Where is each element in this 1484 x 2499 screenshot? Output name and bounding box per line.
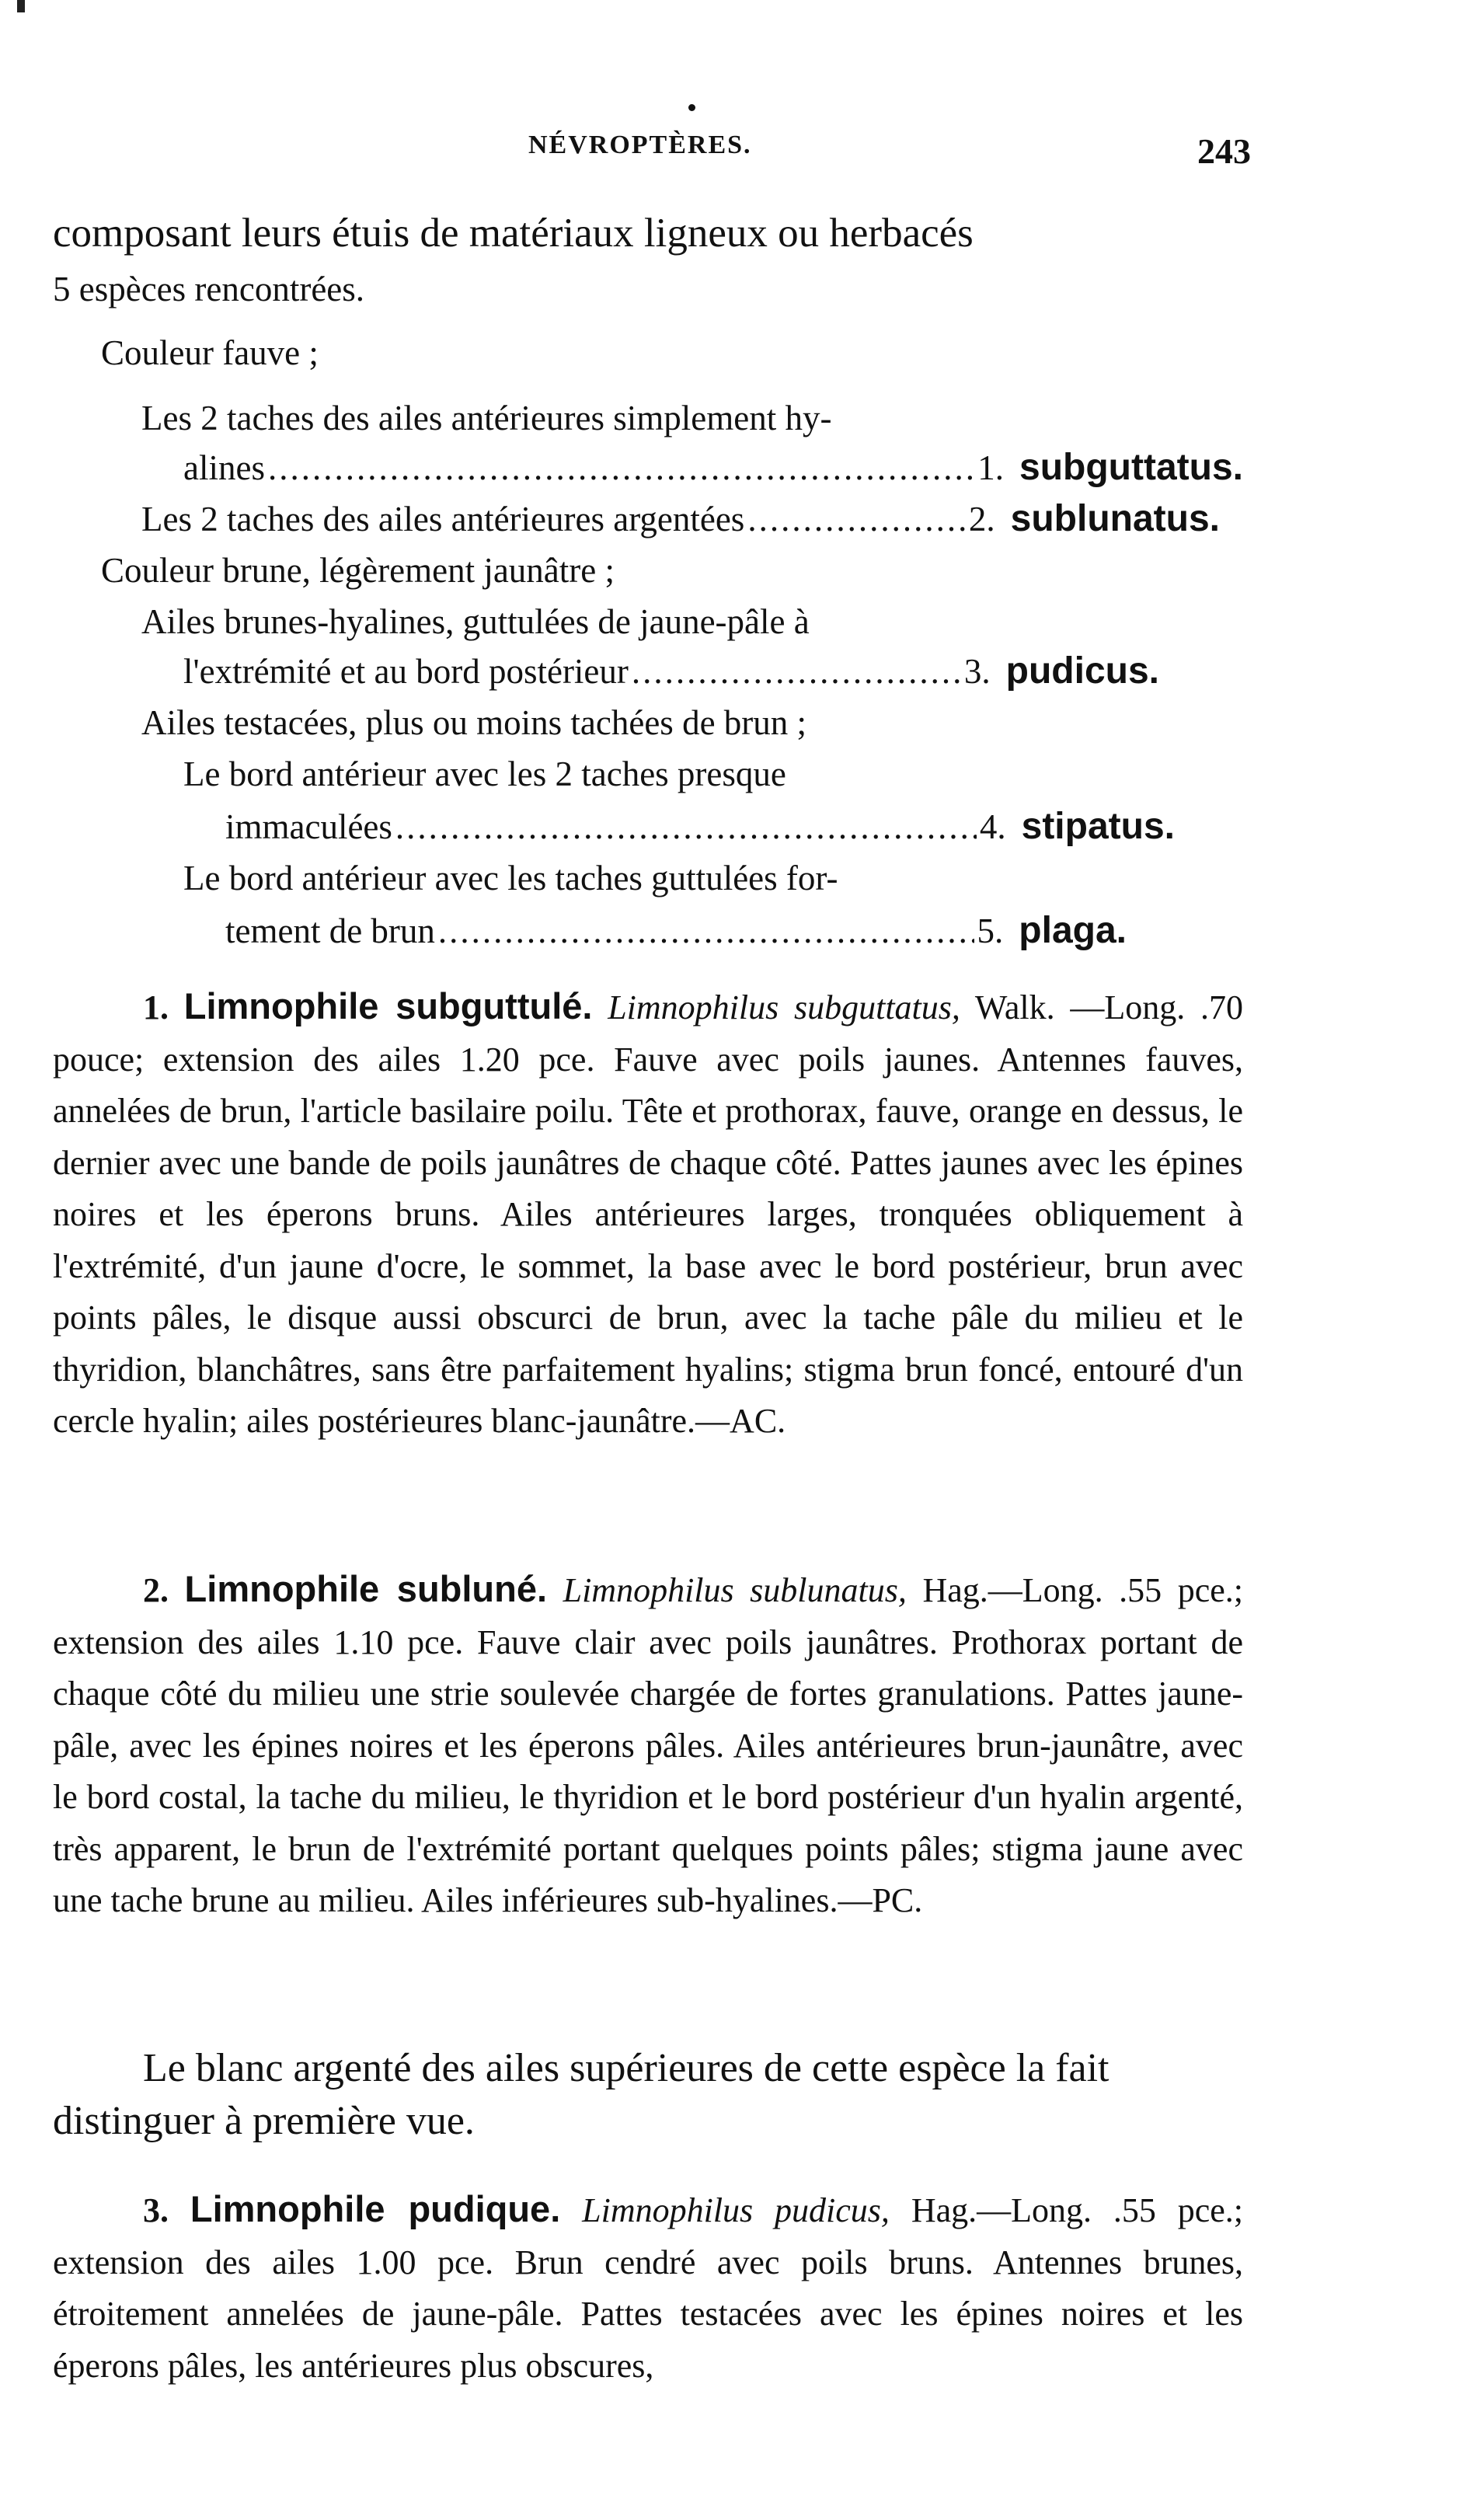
page-number: 243	[1197, 131, 1251, 171]
print-speck	[17, 0, 25, 12]
key-entry-1	[183, 446, 1243, 490]
species-common-name: Limnophile subluné.	[184, 1568, 548, 1609]
key-entry-text: tement de brun	[225, 911, 435, 950]
remark-content: Le blanc argenté des ailes supérieures de cette espèce la fait distinguer à première vue.	[53, 2046, 1110, 2143]
key-species-name: stipatus.	[1021, 806, 1175, 847]
species-latin-name: Limnophilus sublunatus,	[563, 1571, 907, 1609]
key-entry-text: immaculées	[225, 807, 392, 846]
species-number: 2.	[143, 1571, 169, 1609]
intro-line-1: composant leurs étuis de matériaux ligneux ou herbacés	[53, 211, 974, 256]
key-entry-text: l'extrémité et au bord postérieur	[183, 652, 629, 691]
header-ornament-dot	[688, 104, 695, 111]
species-entry-1	[53, 981, 1243, 1448]
leader-dots	[395, 805, 977, 849]
key-species-name: subguttatus.	[1019, 447, 1243, 488]
key-entry-4	[225, 805, 1175, 849]
key-line-2b: Ailes testacées, plus ou moins tachées de brun ;	[141, 703, 807, 742]
key-species-name: sublunatus.	[1010, 498, 1220, 539]
key-couleur-fauve: Couleur fauve ;	[101, 333, 319, 372]
leader-dots	[632, 650, 961, 693]
key-entry-text: Les 2 taches des ailes antérieures argentées	[141, 500, 745, 538]
species-paragraph	[53, 2184, 1243, 2392]
species-latin-name: Limnophilus subguttatus,	[608, 988, 960, 1026]
remark-paragraph	[53, 2042, 1243, 2148]
leader-dots	[268, 446, 974, 490]
key-entry-number: 1.	[977, 448, 1005, 487]
key-entry-text: alines	[183, 448, 265, 487]
key-entry-3	[183, 650, 1159, 693]
species-paragraph	[53, 981, 1243, 1448]
species-description: Hag.—Long. .55 pce.; extension des ailes 1.00 pce. Brun cendré avec poils bruns. Antennes brunes, étroitement annelées de jaune-pâle. Pattes testacées avec les épines noires et les éperons pâles, les antérieures plus obscures,	[53, 2191, 1244, 2385]
key-entry-5	[225, 909, 1127, 953]
species-latin-name: Limnophilus pudicus,	[582, 2191, 890, 2229]
key-entry-2	[141, 497, 1220, 541]
key-entry-number: 2.	[968, 500, 995, 538]
key-species-name: pudicus.	[1005, 650, 1159, 692]
running-header-title: NÉVROPTÈRES.	[528, 131, 752, 159]
remark-text	[53, 2042, 1243, 2148]
key-entry-number: 5.	[977, 911, 1004, 950]
key-entry-number: 4.	[979, 807, 1006, 846]
key-line-2a: Ailes brunes-hyalines, guttulées de jaune-pâle à	[141, 602, 810, 641]
key-line-1a: Les 2 taches des ailes antérieures simplement hy-	[141, 399, 832, 437]
species-description: Hag.—Long. .55 pce.; extension des ailes 1.10 pce. Fauve clair avec poils jaunâtres. Prothorax portant de chaque côté du milieu une strie soulevée chargée de fortes granulations. Pattes jaune-pâle, avec les épines noires et les éperons pâles. Ailes antérieures brun-jaunâtre, avec le bord costal, la tache du milieu, le thyridion et le bord postérieur d'un hyalin argenté, très apparent, le brun de l'extrémité portant quelques points pâles; stigma jaune avec une tache brune au milieu. Ailes inférieures sub-hyalines.—PC.	[53, 1571, 1243, 1919]
intro-line-2: 5 espèces rencontrées.	[53, 270, 365, 308]
key-line-2b2: Le bord antérieur avec les taches guttulées for-	[183, 859, 838, 897]
species-entry-3	[53, 2184, 1243, 2392]
species-common-name: Limnophile pudique.	[190, 2188, 561, 2229]
species-description: Walk. —Long. .70 pouce; extension des ailes 1.20 pce. Fauve avec poils jaunes. Antennes fauves, annelées de brun, l'article basilaire poilu. Tête et prothorax, fauve, orange en dessus, le dernier avec une bande de poils jaunâtres de chaque côté. Pattes jaunes avec les épines noires et les éperons bruns. Ailes antérieures larges, tronquées obliquement à l'extrémité, d'un jaune d'ocre, le sommet, la base avec le bord postérieur, brun avec points pâles, le disque aussi obscurci de brun, avec la tache pâle du milieu et le thyridion, blanchâtres, sans être parfaitement hyalins; stigma brun foncé, entouré d'un cercle hyalin; ailes postérieures blanc-jaunâtre.—AC.	[53, 988, 1243, 1440]
key-couleur-brune: Couleur brune, légèrement jaunâtre ;	[101, 551, 615, 590]
species-paragraph	[53, 1563, 1243, 1927]
species-common-name: Limnophile subguttulé.	[183, 985, 593, 1026]
leader-dots	[747, 497, 966, 541]
key-species-name: plaga.	[1019, 910, 1127, 951]
key-line-2b1: Le bord antérieur avec les 2 taches presque	[183, 755, 786, 793]
key-entry-number: 3.	[963, 652, 991, 691]
species-entry-2	[53, 1563, 1243, 1927]
species-number: 3.	[143, 2191, 169, 2229]
species-number: 1.	[143, 988, 169, 1026]
leader-dots	[438, 909, 974, 953]
